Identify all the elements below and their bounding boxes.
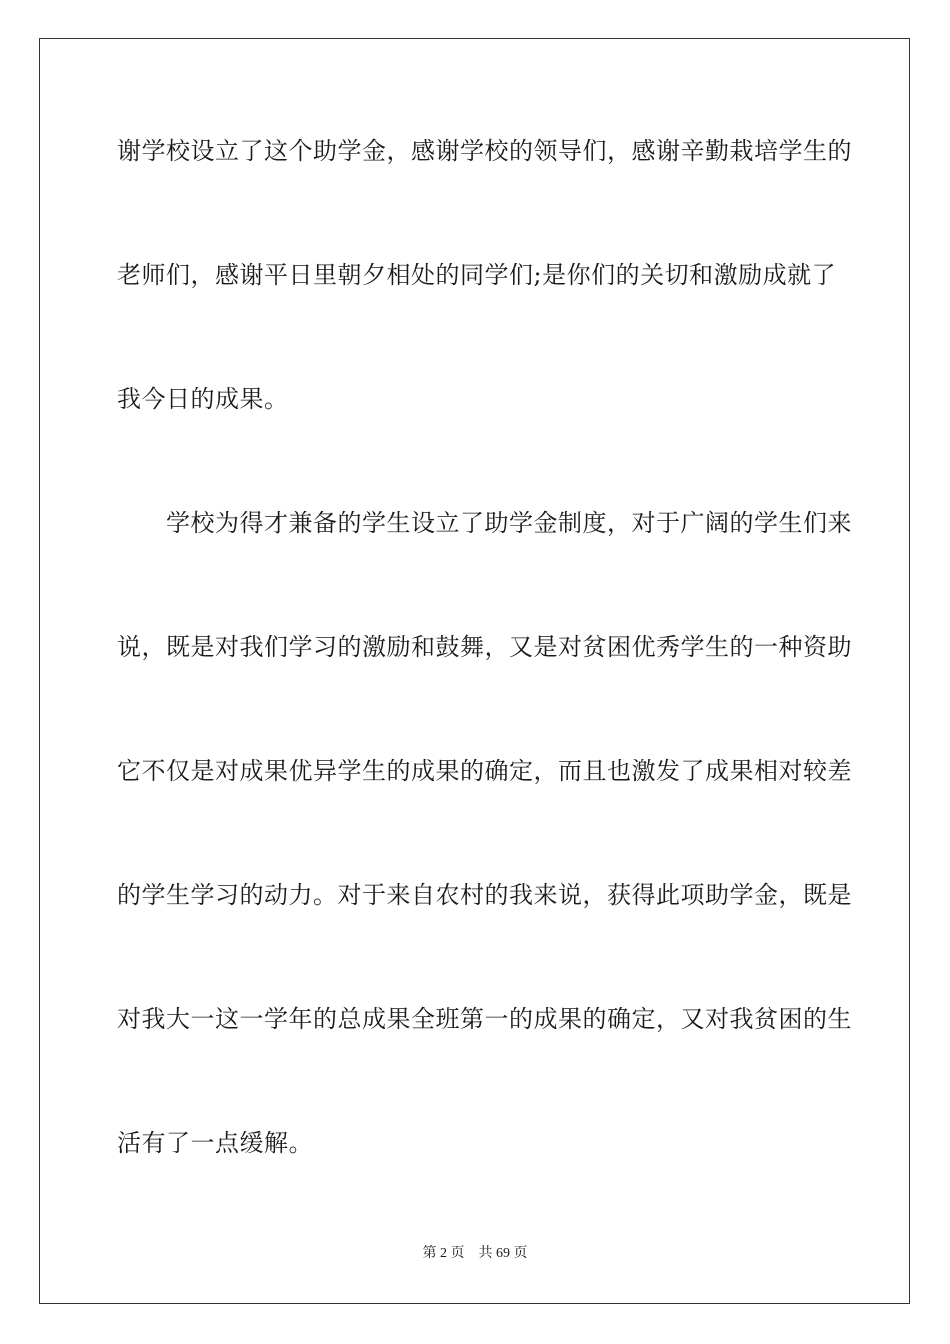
body-text-line-1: 谢学校设立了这个助学金，感谢学校的领导们，感谢辛勤栽培学生的	[117, 137, 852, 165]
body-text-line-5: 说，既是对我们学习的激励和鼓舞，又是对贫困优秀学生的一种资助	[117, 633, 852, 661]
body-text-line-9: 活有了一点缓解。	[117, 1129, 313, 1157]
body-text-line-2: 老师们，感谢平日里朝夕相处的同学们;是你们的关切和激励成就了	[117, 261, 837, 289]
body-text-line-4: 学校为得才兼备的学生设立了助学金制度，对于广阔的学生们来	[117, 509, 852, 537]
body-text-line-6: 它不仅是对成果优异学生的成果的确定，而且也激发了成果相对较差	[117, 757, 852, 785]
body-text-line-3: 我今日的成果。	[117, 385, 289, 413]
page-border	[39, 38, 910, 1304]
body-text-line-7: 的学生学习的动力。对于来自农村的我来说，获得此项助学金，既是	[117, 881, 852, 909]
body-text-line-8: 对我大一这一学年的总成果全班第一的成果的确定，又对我贫困的生	[117, 1005, 852, 1033]
page-number: 第 2 页 共 69 页	[422, 1246, 528, 1261]
